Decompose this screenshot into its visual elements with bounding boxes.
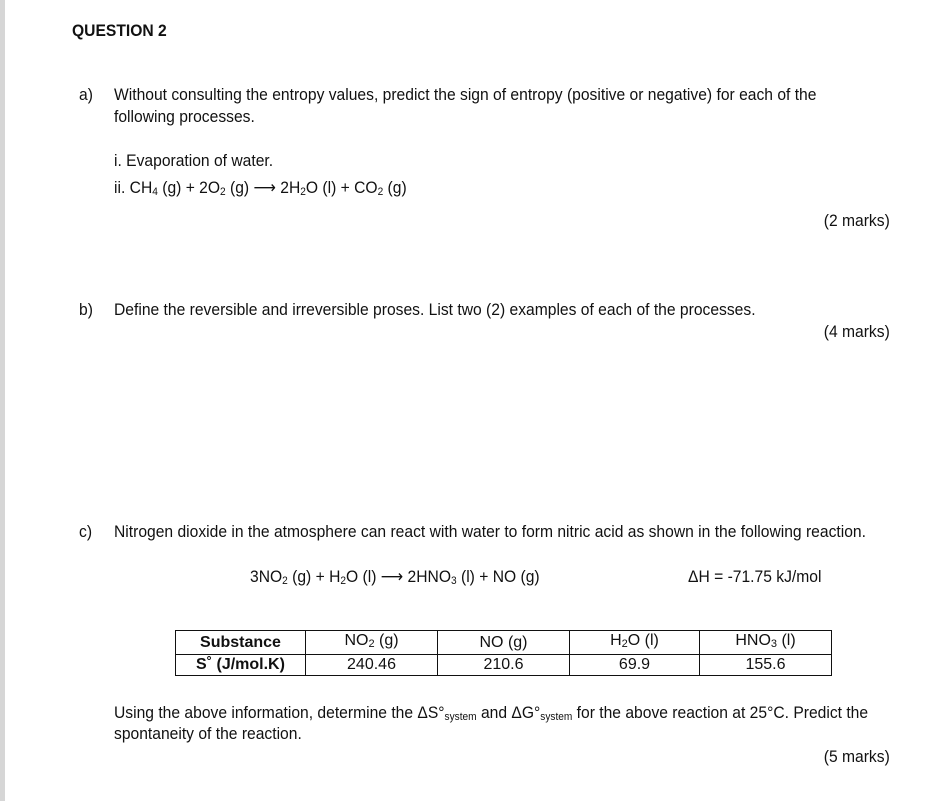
part-a-marks: (2 marks) [823,211,890,230]
equation-subscript: 2 [340,575,347,587]
part-a-prompt-line2: following processes. [114,107,255,126]
table-cell-value: 155.6 [700,655,832,676]
table-cell-substance: NO (g) [438,631,570,655]
item-ii-prefix: ii. [114,178,126,197]
part-c-label: c) [79,522,93,541]
question-text: and ΔG° [476,703,541,722]
table-header-entropy: S˚ (J/mol.K) [176,655,306,676]
formula-subscript: 4 [152,186,158,198]
equation-subscript: 2 [282,575,288,587]
part-b-marks: (4 marks) [823,322,890,341]
equation-part: (g) + H [287,567,341,586]
formula-subscript: 2 [377,186,384,198]
question-subscript: system [540,711,573,723]
formula-part: O (l) + CO [305,178,378,197]
part-a-item-ii [114,177,407,203]
formula-part: (g) ⟶ 2H [225,178,301,197]
formula-subscript: 2 [300,186,306,198]
equation-part: (l) + NO (g) [456,567,540,586]
table-cell-value: 69.9 [570,655,700,676]
table-header-substance: Substance [176,631,306,655]
part-c-prompt: Nitrogen dioxide in the atmosphere can react with water to form nitric acid as shown in the following reaction. [114,522,866,541]
question-text: for the above reaction at 25°C. Predict the [572,703,869,722]
question-text: Using the above information, determine the ΔS° [114,703,445,722]
entropy-table [175,630,832,676]
left-edge-bar [0,0,5,801]
formula-part: (g) + 2O [157,178,221,197]
formula-part: (g) [383,178,407,197]
reaction-equation [250,566,540,592]
table-cell-substance: $HNO_3$ (l) [700,631,832,655]
table-cell-value: 240.46 [306,655,438,676]
table-cell-value: 210.6 [438,655,570,676]
part-b-prompt: Define the reversible and irreversible proses. List two (2) examples of each of the processes. [114,300,756,319]
table-cell-substance: $H_2O$ (l) [570,631,700,655]
table-row-substance [176,631,832,655]
table-cell-substance: $NO_2$ (g) [306,631,438,655]
part-a-prompt-line1: Without consulting the entropy values, predict the sign of entropy (positive or negative) for each of the [114,85,817,104]
formula-part: CH [129,178,153,197]
table-row-entropy [176,655,832,676]
question-subscript: system [444,711,477,723]
part-c-marks: (5 marks) [823,747,890,766]
equation-part: 3NO [250,567,283,586]
question-title: QUESTION 2 [72,21,167,40]
part-a-label: a) [79,85,93,104]
formula-subscript: 2 [220,186,226,198]
equation-part: O (l) ⟶ 2HNO [346,567,452,586]
equation-subscript: 3 [451,575,457,587]
part-b-label: b) [79,300,93,319]
enthalpy-value: ΔH = -71.75 kJ/mol [688,567,822,586]
part-a-item-i: i. Evaporation of water. [114,151,274,170]
part-c-question-line2: spontaneity of the reaction. [114,724,302,743]
